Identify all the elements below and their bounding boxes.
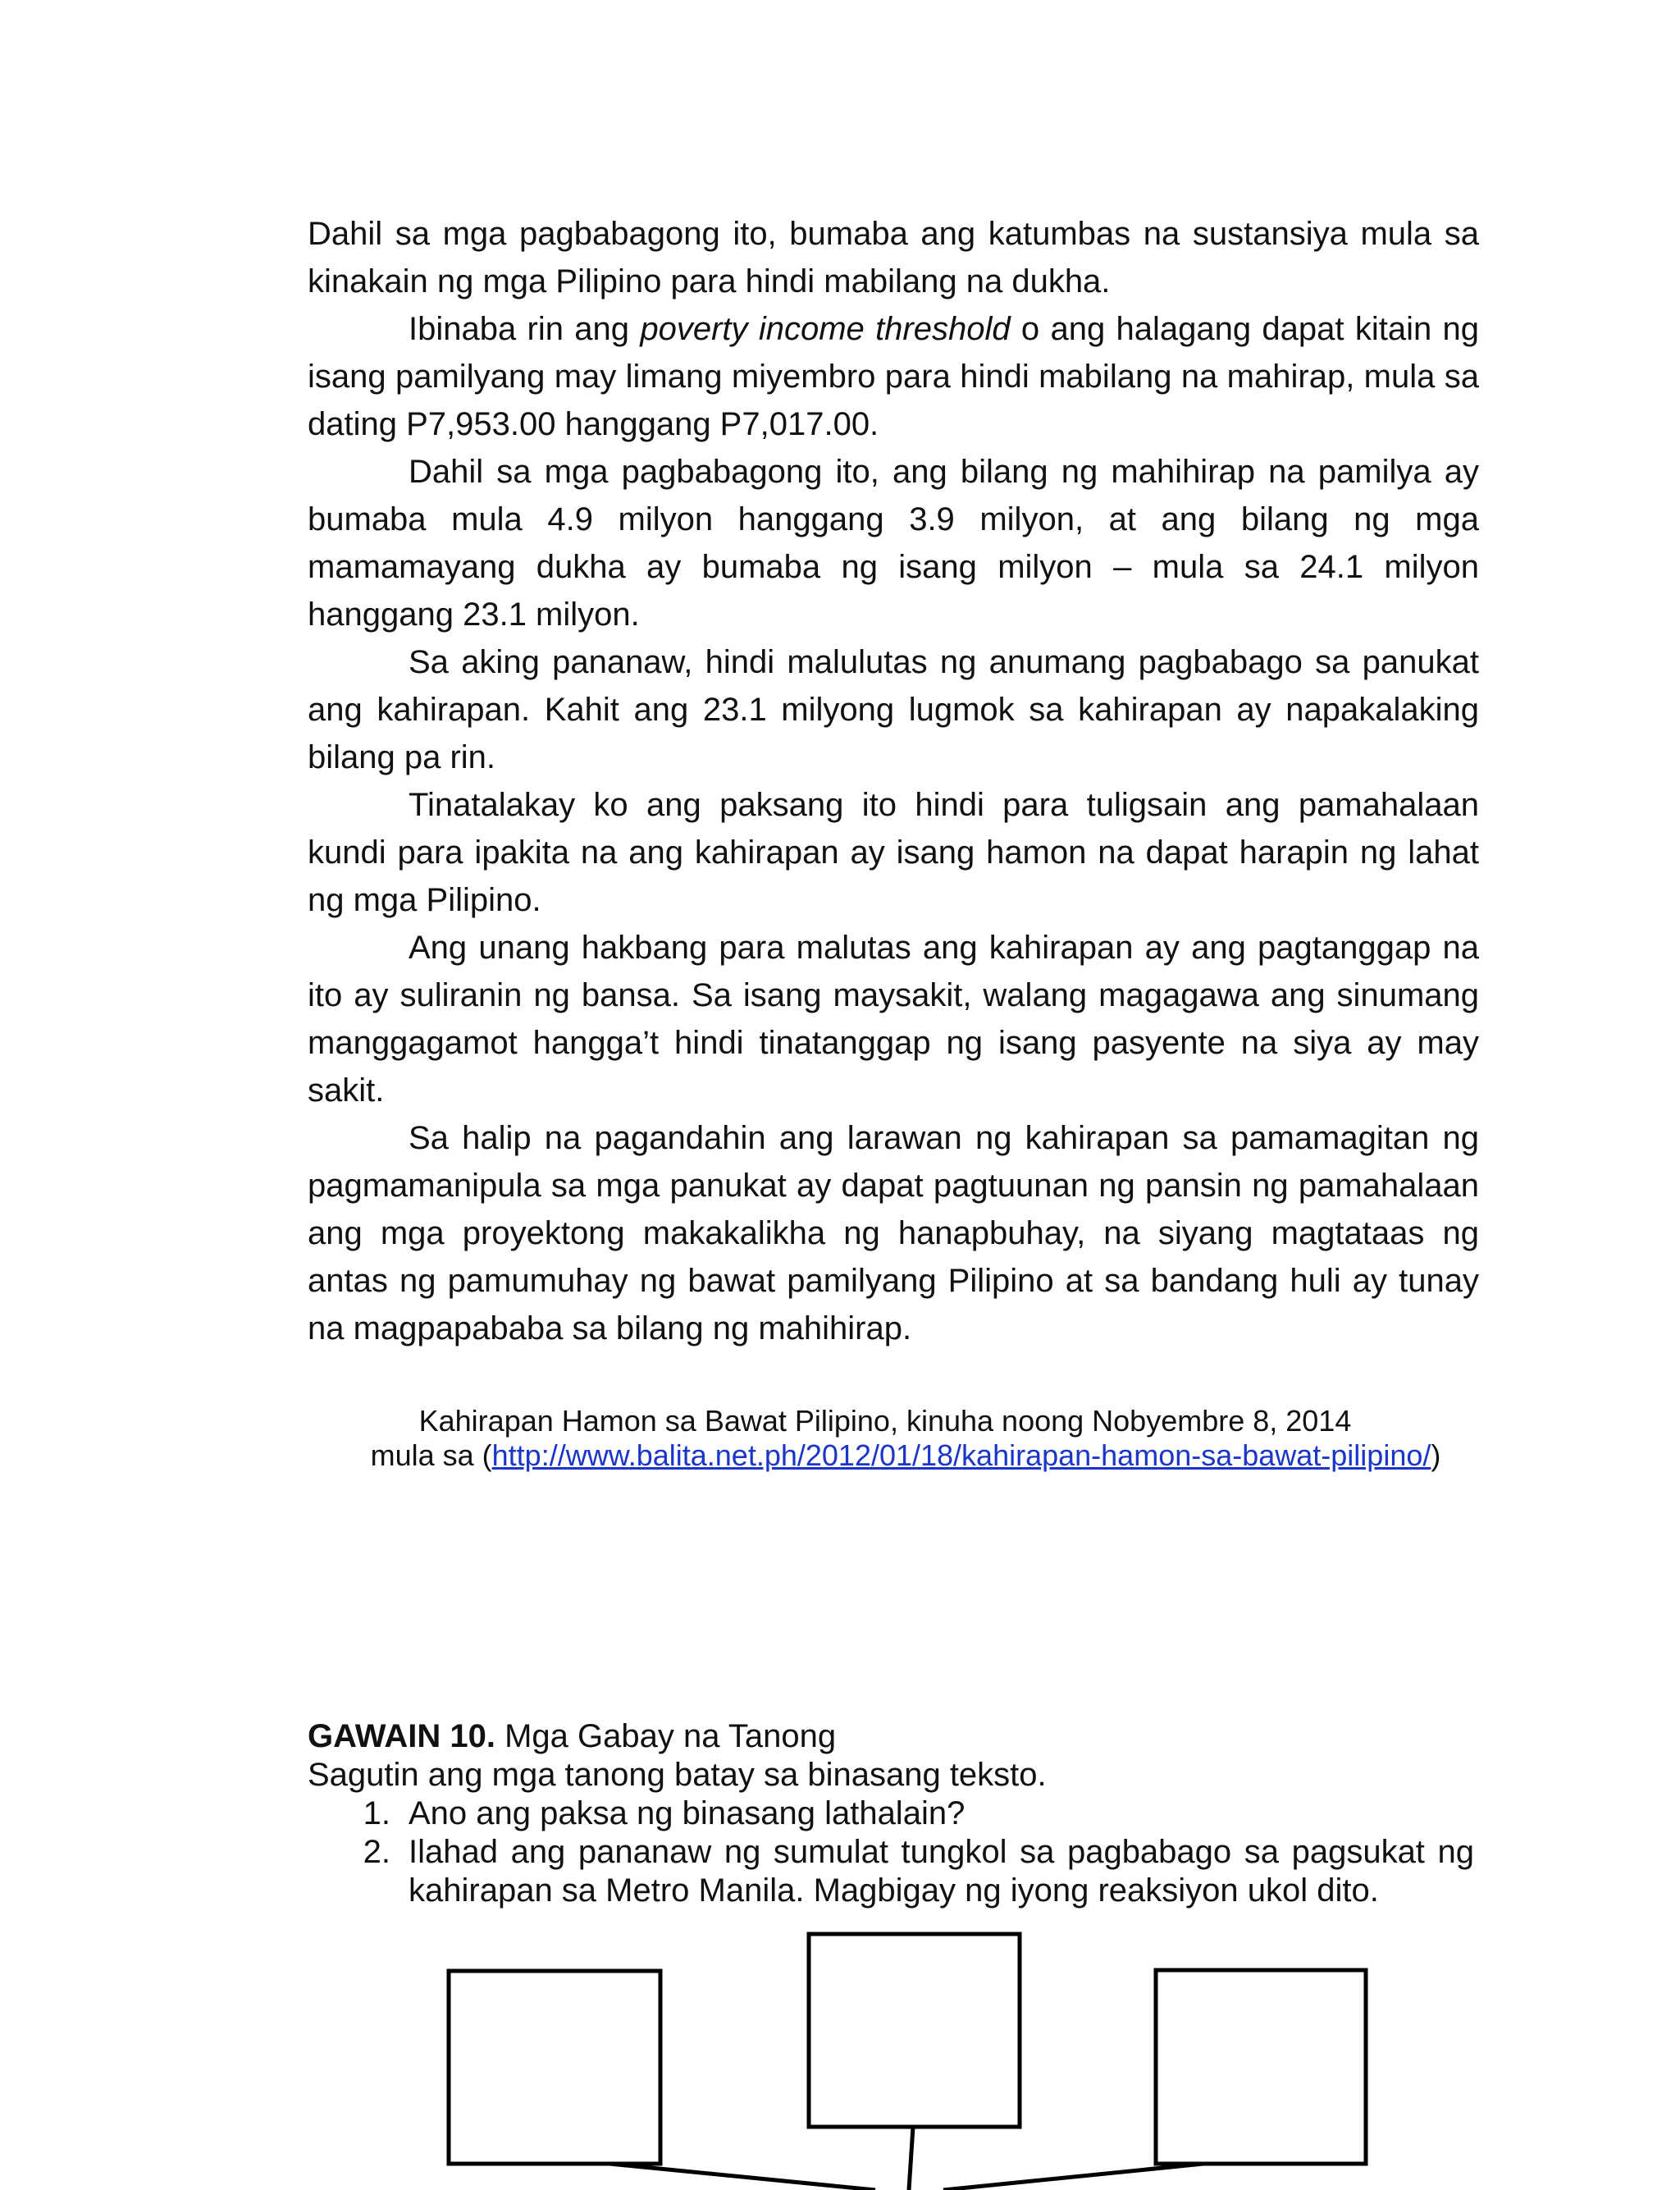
paragraph-1: Dahil sa mga pagbabagong ito, bumaba ang katumbas na sustansiya mula sa kinakain ng mga Pilipino para hindi mabilang na dukha. — [308, 216, 1479, 299]
paragraph-7: Sa halip na pagandahin ang larawan ng kahirapan sa pamamagitan ng pagmamanipula sa mga panukat ay dapat pagtuunan ng pansin ng pamahalaan ang mga proyektong makakalikha ng hanapbuhay, na siyang magtataas ng antas ng pamumuhay ng bawat pamilyang Pilipino at sa bandang huli ay tunay na magpapababa sa bilang ng mahihirap. — [308, 1120, 1479, 1346]
activity-title: Mga Gabay na Tanong — [504, 1718, 837, 1754]
paragraph-2-after: o ang halagang dapat kitain ng isang pamilyang may limang miyembro para hindi mabilang na mahirap, mula sa dating P7,953.00 hanggang P7,017.00. — [308, 311, 1480, 442]
citation-source-line — [308, 1438, 1479, 1473]
connector-line-right — [943, 2164, 1203, 2190]
connector-line-center — [909, 2127, 913, 2190]
source-citation — [308, 1404, 1479, 1473]
paragraph-3: Dahil sa mga pagbabagong ito, ang bilang ng mahihirap na pamilya ay bumaba mula 4.9 milyon hanggang 3.9 milyon, at ang bilang ng mga mamamayang dukha ay bumaba ng isang milyon – mula sa 24.1 milyon hanggang 23.1 milyon. — [308, 454, 1479, 633]
paragraph-5: Tinatalakay ko ang paksang ito hindi para tuligsain ang pamahalaan kundi para ipakita na ang kahirapan ay isang hamon na dapat harapin ng lahat ng mga Pilipino. — [308, 787, 1479, 918]
connector-line-left — [609, 2164, 875, 2190]
answer-box-right[interactable] — [1156, 1970, 1366, 2164]
answer-box-center[interactable] — [809, 1934, 1020, 2127]
question-item — [308, 1795, 1481, 1833]
activity-heading — [308, 1717, 1481, 1756]
question-text: Ano ang paksa ng binasang lathalain? — [409, 1795, 966, 1831]
answer-box-left[interactable] — [449, 1971, 660, 2164]
paragraph-2-before: Ibinaba rin ang — [409, 311, 641, 347]
citation-link[interactable]: http://www.balita.net.ph/2012/01/18/kahirapan-hamon-sa-bawat-pilipino/ — [491, 1438, 1431, 1472]
activity-section — [308, 1717, 1481, 1910]
question-text: Ilahad ang pananaw ng sumulat tungkol sa pagbabago sa pagsukat ng kahirapan sa Metro Manila. Magbigay ng iyong reaksiyon ukol dito. — [409, 1834, 1474, 1909]
citation-prefix: mula sa ( — [370, 1438, 492, 1472]
activity-label: GAWAIN 10. — [308, 1718, 495, 1754]
question-list — [308, 1795, 1481, 1910]
question-number: 1. — [363, 1795, 390, 1831]
activity-instruction: Sagutin ang mga tanong batay sa binasang teksto. — [308, 1757, 1047, 1793]
question-number: 2. — [363, 1834, 390, 1870]
paragraph-2-italic-term: poverty income threshold — [640, 311, 1011, 347]
paragraph-6: Ang unang hakbang para malutas ang kahirapan ay ang pagtanggap na ito ay suliranin ng bansa. Sa isang maysakit, walang magagawa ang sinumang manggagamot hangga’t hindi tinatanggap ng isang pasyente na siya ay may sakit. — [308, 930, 1479, 1109]
paragraph-4: Sa aking pananaw, hindi malulutas ng anumang pagbabago sa panukat ang kahirapan. Kahit ang 23.1 milyong lugmok sa kahirapan ay napakalaking bilang pa rin. — [308, 644, 1479, 775]
article-body — [308, 210, 1479, 1352]
citation-suffix: ) — [1431, 1438, 1441, 1472]
question-item — [308, 1833, 1481, 1910]
paragraph-2 — [308, 305, 1479, 448]
citation-title: Kahirapan Hamon sa Bawat Pilipino, kinuha noong Nobyembre 8, 2014 — [418, 1404, 1352, 1438]
